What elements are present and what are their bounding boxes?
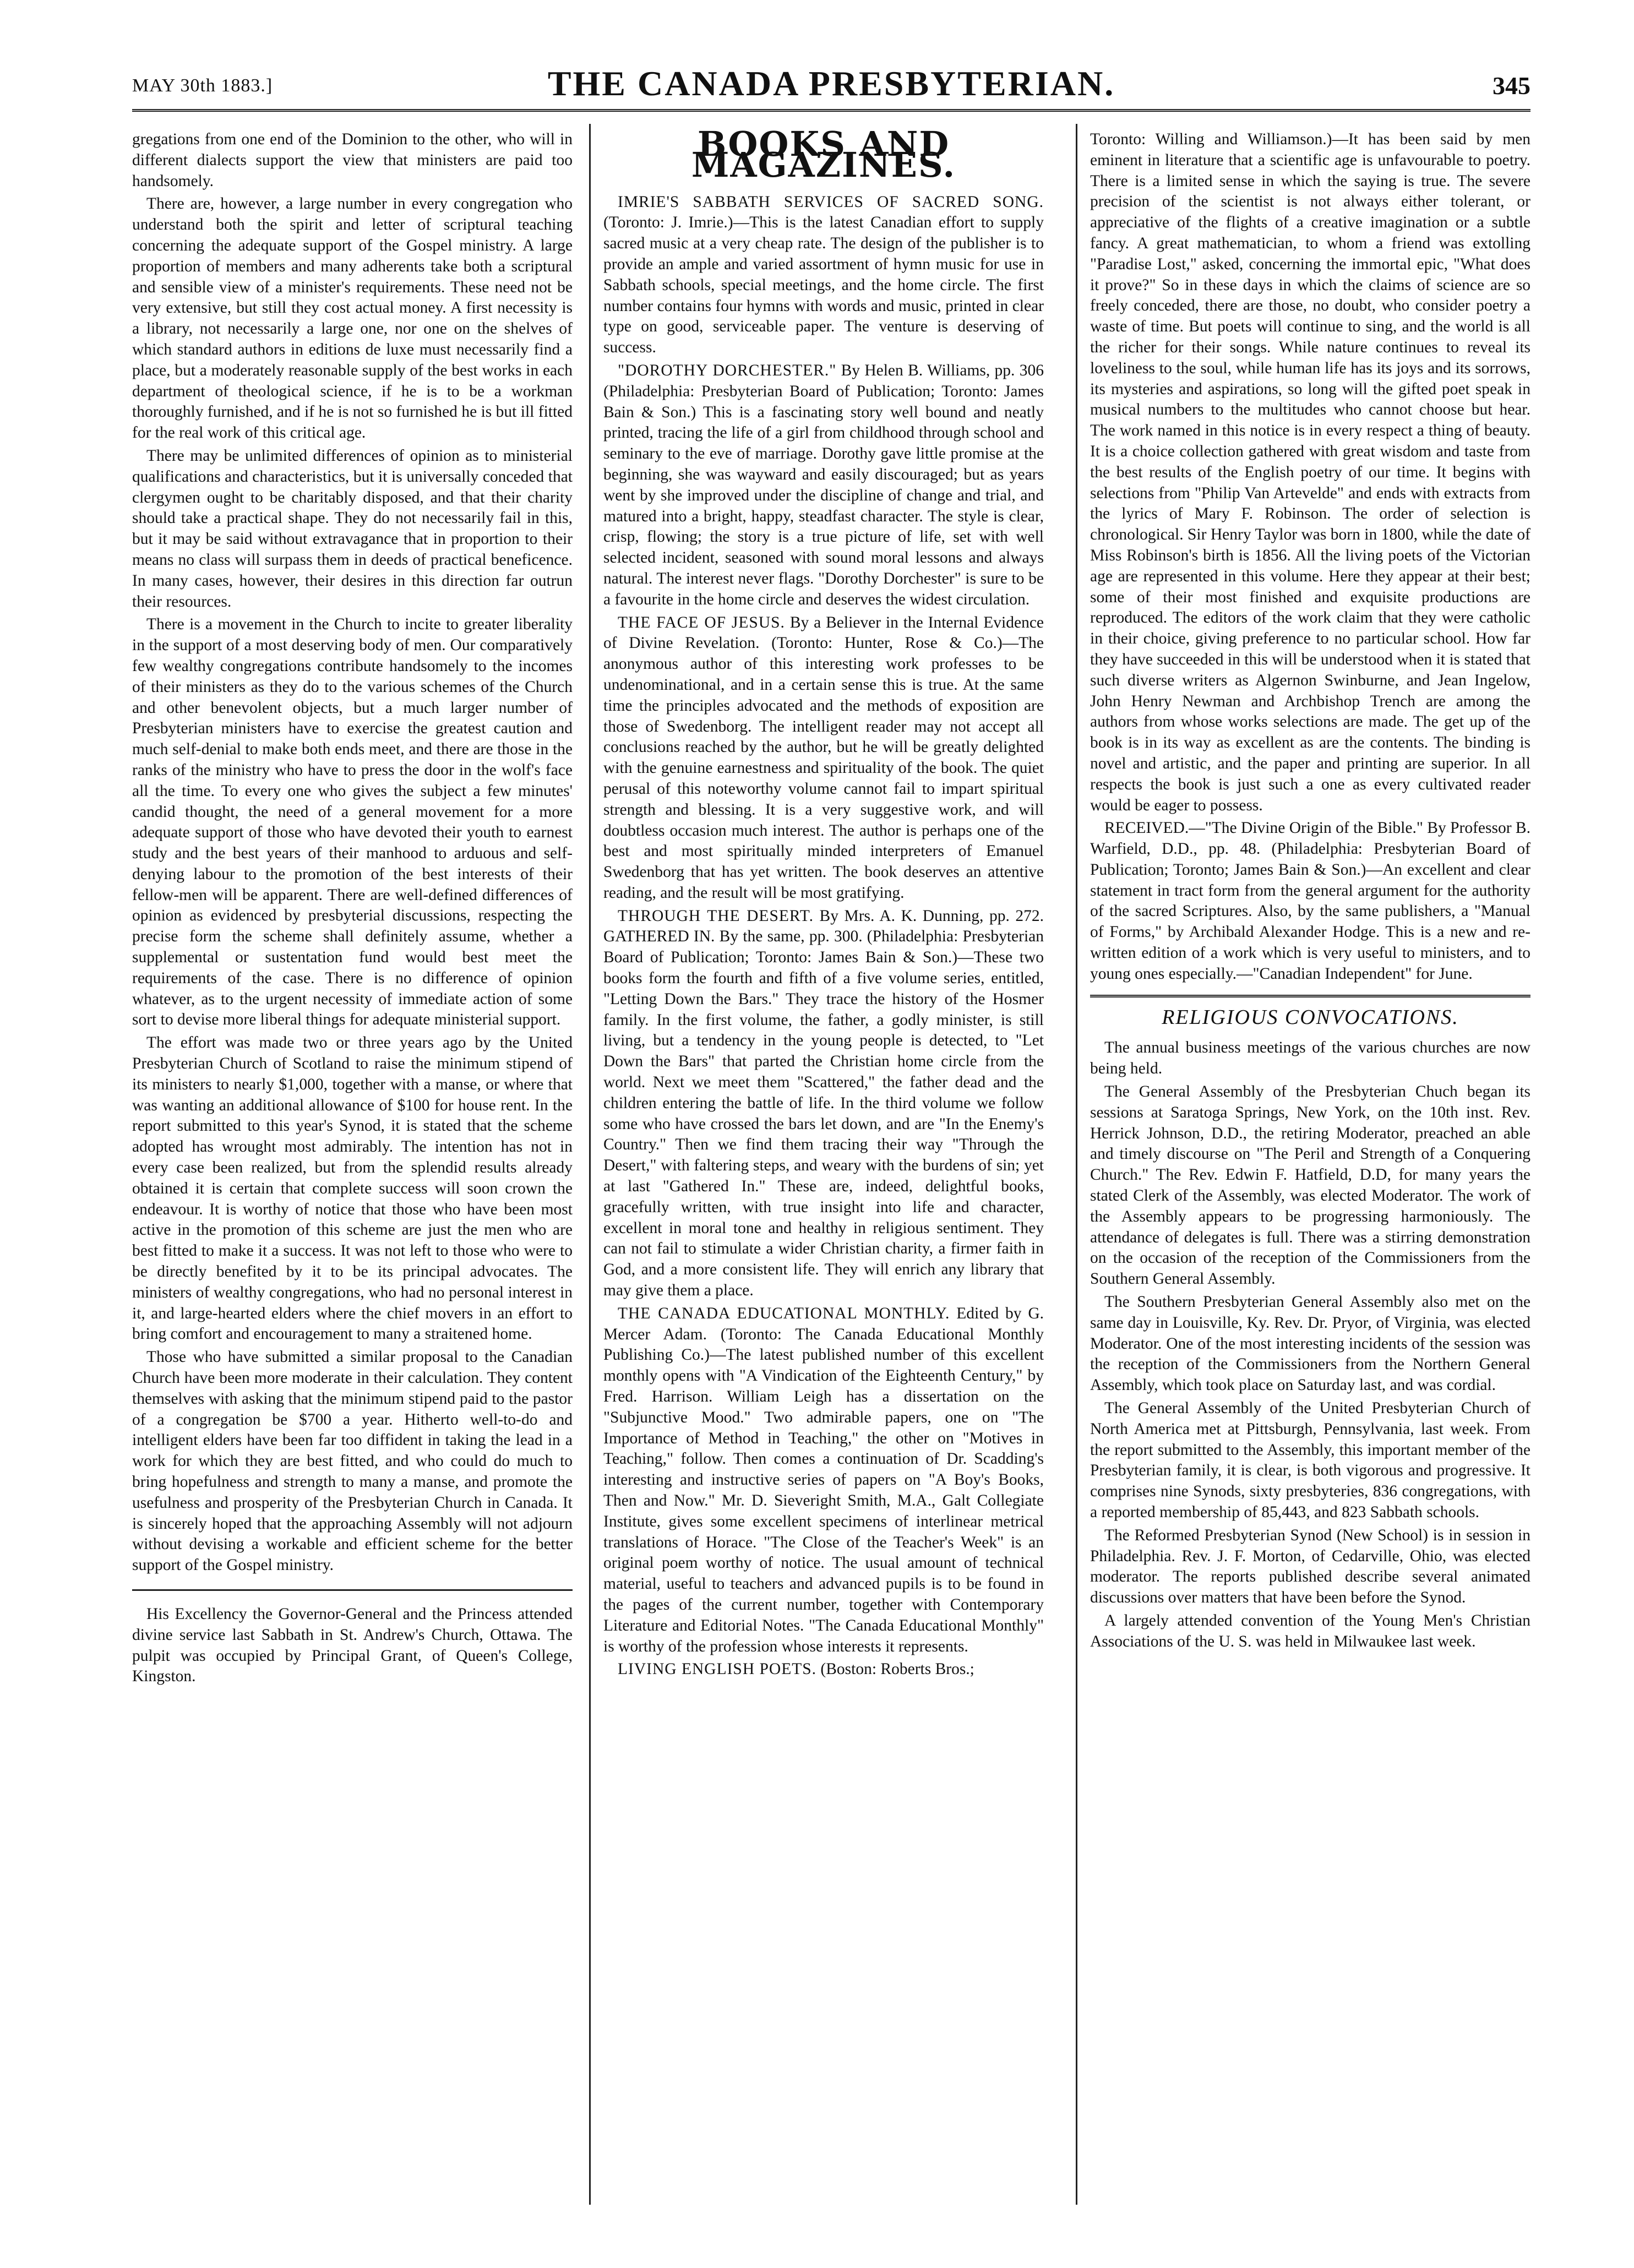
paragraph: There are, however, a large number in every congregation who understand both the spirit and letter of scriptural teaching concerning the adequate support of the Gospel ministry. A large proportion of members and many adherents take both a scriptural and sensible view of a minister's requirements. These need not be very extensive, but still they cost actual money. A first necessity is a library, not necessarily a large one, nor one on the shelves of which standard authors in editions de luxe must necessarily find a place, but a moderately reasonable supply of the best works in each department of theological science, if he is to be a workman thoroughly furnished, and if he is not so furnished he is but ill fitted for the real work of this critical age. <box>132 195 573 442</box>
review-text: (Boston: Roberts Bros.; <box>820 1660 974 1678</box>
religious-convocations-heading: RELIGIOUS CONVOCATIONS. <box>1162 1005 1459 1029</box>
section-rule <box>132 1589 573 1591</box>
paragraph: The Reformed Presbyterian Synod (New School) is in session in Philadelphia. Rev. J. F. Morton, of Cedarville, Ohio, was elected moderator. The reports published describe several animated discussions over matters that have been before the Synod. <box>1090 1526 1530 1607</box>
paragraph: The General Assembly of the United Presbyterian Church of North America met at Pittsburgh, Pennsylvania, last week. From the report submitted to the Assembly, this important member of the Presbyterian family, it is clear, is both vigorous and progressive. It comprises nine Synods, sixty presbyteries, 836 congregations, with a reported membership of 85,443, and 823 Sabbath schools. <box>1090 1399 1530 1521</box>
paragraph: His Excellency the Governor-General and the Princess attended divine service last Sabbath in St. Andrew's Church, Ottawa. The pulpit was occupied by Principal Grant, of Queen's College, Kingston. <box>132 1605 573 1686</box>
paragraph: Those who have submitted a similar proposal to the Canadian Church have been more moderate in their calculation. They content themselves with asking that the minimum stipend paid to the pastor of a congregation be $700 a year. Hitherto well-to-do and intelligent elders have been far too diffident in taking the lead in a work for which they are best fitted, and who could do much to bring hopefulness and strength to many a manse, and promote the usefulness and prosperity of the Presbyterian Church in Canada. It is sincerely hoped that the approaching Assembly will not adjourn without devising a workable and efficient scheme for the better support of the Gospel ministry. <box>132 1348 573 1574</box>
review-text: By a Believer in the Internal Evidence of Divine Revelation. (Toronto: Hunter, Rose & Co.)—The anonymous author of this interesting work professes to be undenominational, and in a certain sense this is true. At the same time the principles advocated and the methods of exposition are those of Swedenborg. The intelligent reader may not accept all conclusions reached by the author, but he will be greatly delighted with the genuine earnestness and spirituality of the book. The quiet perusal of this noteworthy volume cannot fail to impart spiritual strength and blessing. It is a very suggestive work, and will doubtless occasion much interest. The author is perhaps one of the best and most spiritually minded interpreters of Emanuel Swedenborg that has yet written. The book deserves an attentive reading, and the result will be most gratifying. <box>603 613 1044 902</box>
review-text: (Toronto: J. Imrie.)—This is the latest Canadian effort to supply sacred music at a very cheap rate. The design of the publisher is to provide an ample and varied assortment of hymn music for use in Sabbath schools, special meetings, and the home circle. The first number contains four hymns with words and music, printed in clear type on good, serviceable paper. The venture is deserving of success. <box>603 214 1044 357</box>
paragraph: There may be unlimited differences of opinion as to ministerial qualifications and characteristics, but it is universally conceded that clergymen ought to be charitably disposed, and that their charity should take a practical shape. They do not necessarily fail in this, but it may be said without extravagance that in proportion to their means no class will surpass them in deeds of practical beneficence. In many cases, however, their desires in this direction far outrun their resources. <box>132 446 573 610</box>
review-text: By Helen B. Williams, pp. 306 (Philadelphia: Presbyterian Board of Publication; Toronto: James Bain & Son.) This is a fascinating story well bound and neatly printed, tracing the life of a girl from childhood through school and seminary to the eve of marriage. Dorothy gave little promise at the beginning, she was wayward and easily discouraged; but as years went by she improved under the discipline of change and trial, and matured into a bright, happy, steadfast character. The style is clear, crisp, flowing; the story is a true picture of life, set with well selected incident, seasoned with sound moral lessons and always natural. The interest never flags. "Dorothy Dorchester" is sure to be a favourite in the home circle and deserves the widest circulation. <box>603 361 1044 608</box>
page-header <box>132 63 1530 107</box>
column-2 <box>603 124 1044 1682</box>
page-number: 345 <box>1493 72 1530 100</box>
review-title: LIVING ENGLISH POETS. <box>618 1660 817 1678</box>
paragraph: gregations from one end of the Dominion to the other, who will in different dialects support the view that ministers are paid too handsomely. <box>132 130 573 190</box>
paragraph: The Southern Presbyterian General Assembly also met on the same day in Louisville, Ky. Rev. Dr. Pryor, of Virginia, was elected Moderator. One of the most interesting incidents of the session was the reception of the Commissioners from the Northern General Assembly, which took place on Saturday last, and was cordial. <box>1090 1293 1530 1394</box>
issue-date: MAY 30th 1883.] <box>132 75 273 96</box>
review-title: THROUGH THE DESERT. <box>618 907 814 925</box>
paragraph: The annual business meetings of the various churches are now being held. <box>1090 1039 1530 1078</box>
header-rule <box>132 109 1530 112</box>
section-rule <box>1090 995 1530 997</box>
review <box>603 613 1044 904</box>
paragraph: The effort was made two or three years ago by the United Presbyterian Church of Scotland to raise the minimum stipend of its ministers to nearly $1,000, together with a manse, or where that was wanting an additional allowance of $100 for house rent. In the report submitted to this year's Synod, it is stated that the scheme adopted has wrought most admirably. The intention has not in every case been realized, but from the splendid results already obtained it is certain that complete success will soon crown the endeavour. It is worthy of notice that those who have been most active in the promotion of this scheme are just the men who are best fitted to make it a success. It was not left to those who were to be directly benefited by it to be its principal advocates. The ministers of wealthy congregations, who had no personal interest in it, and large-hearted elders where the chief movers in an effort to bring comfort and encouragement to many a straitened home. <box>132 1034 573 1343</box>
review <box>603 1659 1044 1680</box>
paragraph: There is a movement in the Church to incite to greater liberality in the support of a most deserving body of men. Our comparatively few wealthy congregations contribute handsomely to the incomes of their ministers as they do to the various schemes of the Church and other benevolent objects, but a much larger number of Presbyterian ministers have to exercise the greatest caution and much self-denial to make both ends meet, and there are those in the ranks of the ministry who have to press the door in the wolf's face all the time. To every one who gives the subject a few minutes' candid thought, the need of a general movement for a more adequate support of those who have devoted their youth to earnest study and the best years of their manhood to arduous and self-denying labour to the promotion of the best interests of their fellow-men will be apparent. There are well-defined differences of opinion as evidenced by presbyterial discussions, respecting the precise form the scheme shall definitely assume, whether a supplemental or sustentation fund would best meet the requirements of the case. There is no difference of opinion whatever, as to the urgent necessity of immediate action of some sort to devise more liberal things for adequate ministerial support. <box>132 615 573 1029</box>
column-1 <box>132 129 573 1689</box>
review <box>603 906 1044 1301</box>
paragraph: Toronto: Willing and Williamson.)—It has been said by men eminent in literature that a scientific age is unfavourable to poetry. There is a limited sense in which the saying is true. The severe precision of the scientist is not always either tolerant, or appreciative of the flights of a creative imagination or a subtle fancy. A great mathematician, to whom a friend was extolling "Paradise Lost," asked, concerning the immortal epic, "What does it prove?" So in these days in which the claims of science are so freely conceded, there are those, no doubt, who consider poetry a waste of time. But poets will continue to sing, and the world is all the richer for their songs. While nature continues to reveal its loveliness to the soul, while human life has its joys and its sorrows, its mysteries and aspirations, so long will the gifted poet speak in musical numbers to the multitudes who cannot choose but hear. The work named in this notice is in every respect a thing of beauty. It is a choice collection gathered with great wisdom and taste from the best results of the English poetry of our time. It begins with selections from "Philip Van Artevelde" and ends with extracts from the lyrics of Mary F. Robinson. The order of selection is chronological. Sir Henry Taylor was born in 1800, while the date of Miss Robinson's birth is 1856. All the living poets of the Victorian age are represented in this volume. Here they appear at their best; some of their most finished and exquisite productions are reproduced. The editors of the work claim that they were catholic in their choice, giving preference to no particular school. How far they have succeeded in this will be understood when it is stated that such diverse writers as Algernon Swinburne, and Jean Ingelow, John Henry Newman and Archbishop Trench are among the authors from whose works selections are made. The get up of the book is in its way as excellent as are the contents. The binding is novel and artistic, and the paper and printing are superior. In all respects the book is just such a one as every cultivated reader would be eager to possess. <box>1090 130 1530 814</box>
review <box>603 1304 1044 1658</box>
review-text: By Mrs. A. K. Dunning, pp. 272. GATHERED IN. By the same, pp. 300. (Philadelphia: Presbyterian Board of Publication; Toronto: James Bain & Son.)—These two books form the fourth and fifth of a five volume series, entitled, "Letting Down the Bars." They trace the history of the Hosmer family. In the first volume, the father, a godly minister, is still living, but a tendency in the young people is detected, to "Let Down the Bars" that parted the Christian home circle from the world. Next we meet them "Scattered," the father dead and the children entering the battle of life. In the third volume we follow some who have crossed the bars let down, and are "In the Enemy's Country." Then we find them tracing their way "Through the Desert," with faltering steps, and weary with the burdens of sin; yet at last "Gathered In." These are, indeed, delightful books, gracefully written, with true insight into life and character, excellent in moral tone and healthy in religious sentiment. They can not fail to stimulate a wider Christian charity, a firmer faith in God, and a more consistent life. They will enrich any library that may give them a place. <box>603 907 1044 1300</box>
review-title: "DOROTHY DORCHESTER." <box>618 361 837 379</box>
review-title: THE CANADA EDUCATIONAL MONTHLY. <box>618 1304 950 1322</box>
review <box>603 361 1044 610</box>
column-divider-2 <box>1076 124 1077 2205</box>
review-title: IMRIE'S SABBATH SERVICES OF SACRED SONG. <box>618 193 1044 211</box>
paragraph: The General Assembly of the Presbyterian Chuch began its sessions at Saratoga Springs, New York, on the 10th inst. Rev. Herrick Johnson, D.D., the retiring Moderator, preached an able and timely discourse on "The Peril and Strength of a Conquering Church." The Rev. Edwin F. Hatfield, D.D, for many years the stated Clerk of the Assembly, was elected Moderator. The work of the Assembly appears to be progressing harmoniously. The attendance of delegates is full. There was a stirring demonstration on the occasion of the reception of the Commissioners from the Southern General Assembly. <box>1090 1083 1530 1288</box>
column-divider-1 <box>589 124 591 2205</box>
paragraph: RECEIVED.—"The Divine Origin of the Bible." By Professor B. Warfield, D.D., pp. 48. (Philadelphia: Presbyterian Board of Publication; Toronto; James Bain & Son.)—An excellent and clear statement in tract form from the general argument for the authority of the sacred Scriptures. Also, by the same publishers, a "Manual of Forms," by Archibald Alexander Hodge. This is a new and re-written edition of a work which is very useful to ministers, and to young ones especially.—"Canadian Independent" for June. <box>1090 819 1530 983</box>
column-3 <box>1090 129 1530 1655</box>
review-title: THE FACE OF JESUS. <box>618 613 785 631</box>
newspaper-title: THE CANADA PRESBYTERIAN. <box>547 64 1115 103</box>
paragraph: A largely attended convention of the Young Men's Christian Associations of the U. S. was held in Milwaukee last week. <box>1090 1611 1530 1650</box>
review-text: Edited by G. Mercer Adam. (Toronto: The Canada Educational Monthly Publishing Co.)—The latest published number of this excellent monthly opens with "A Vindication of the Eighteenth Century," by Fred. Harrison. William Leigh has a dissertation on the "Subjunctive Mood." Two admirable papers, one on "The Importance of Method in Teaching," the other on "Motives in Teaching," follow. Then comes a continuation of Dr. Scadding's interesting and instructive series of papers on "A Boy's Books, Then and Now." Mr. D. Sieveright Smith, M.A., Galt Collegiate Institute, gives some excellent specimens of interlinear metrical translations of Horace. "The Close of the Teacher's Week" is an original poem worthy of notice. The usual amount of technical material, useful to teachers and advanced pupils is to be found in the pages of the current number, together with Contemporary Literature and Editorial Notes. "The Canada Educational Monthly" is worthy of the profession whose interests it represents. <box>603 1304 1044 1655</box>
review <box>603 192 1044 358</box>
books-magazines-heading: BOOKS AND MAGAZINES. <box>691 124 956 185</box>
